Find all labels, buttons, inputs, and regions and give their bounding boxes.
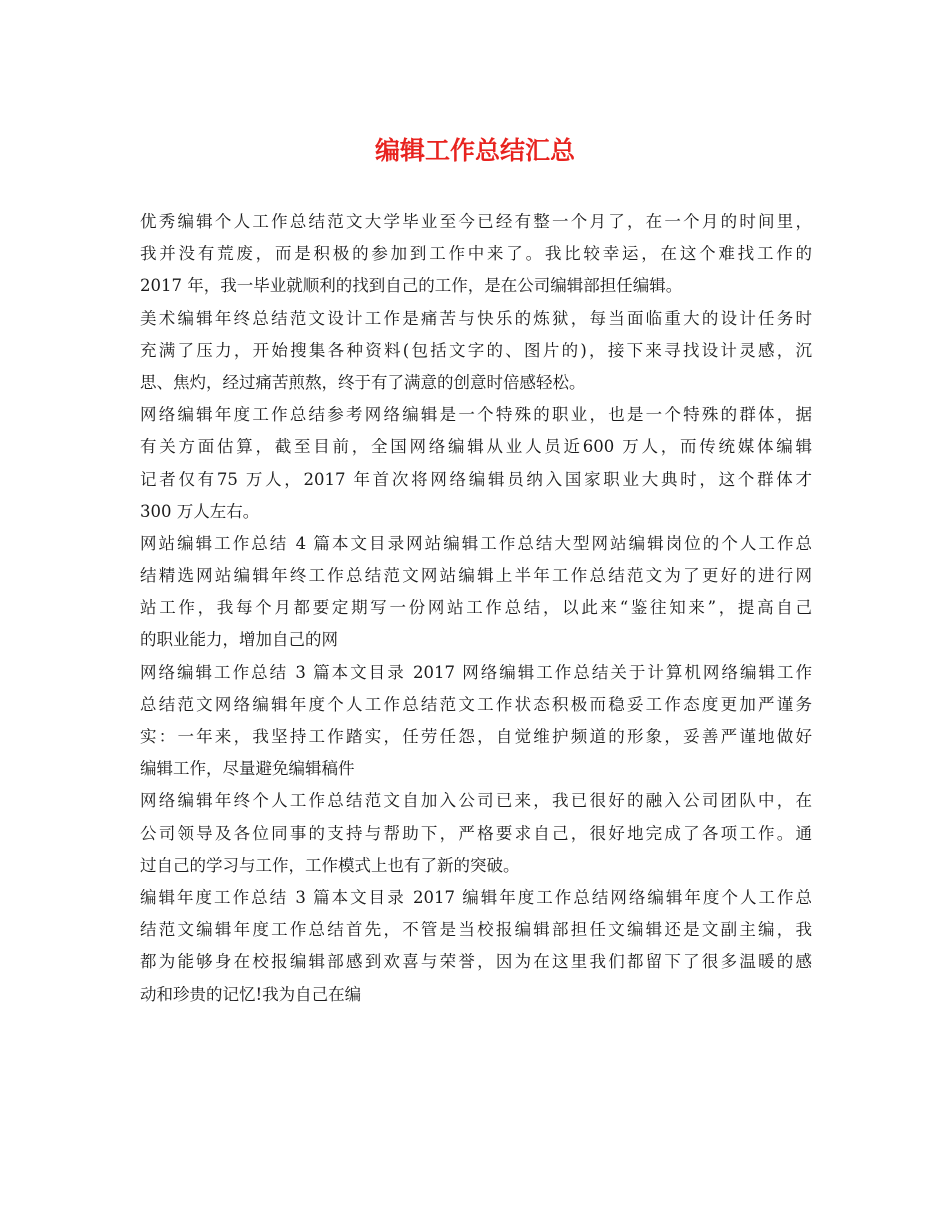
document-title: 编辑工作总结汇总: [374, 136, 575, 165]
paragraph: [140, 528, 812, 657]
paragraph-line: 过自己的学习与工作，工作模式上也有了新的突破。: [140, 855, 520, 875]
paragraph-line: 我并没有荒废，而是积极的参加到工作中来了。我比较幸运，在这个难找工作的: [140, 244, 812, 264]
paragraph-line: 结范文编辑年度工作总结首先，不管是当校报编辑部担任文编辑还是文副主编，我: [140, 920, 812, 940]
paragraph-line: 站工作，我每个月都要定期写一份网站工作总结，以此来“鉴往知来”，提高自己: [140, 598, 812, 618]
paragraph-line: 的职业能力，增加自己的网: [140, 630, 338, 650]
paragraph: [140, 882, 812, 1011]
paragraph-line: 总结范文网络编辑年度个人工作总结范文工作状态积极而稳妥工作态度更加严谨务: [140, 694, 812, 714]
paragraph: [140, 399, 812, 528]
paragraph: [140, 785, 812, 882]
paragraph-line: 记者仅有75 万人，2017 年首次将网络编辑员纳入国家职业大典时，这个群体才: [140, 469, 812, 489]
document-body: [140, 206, 812, 1011]
paragraph: [140, 657, 812, 786]
paragraph-line: 编辑年度工作总结 3 篇本文目录 2017 编辑年度工作总结网络编辑年度个人工作总: [140, 887, 812, 907]
paragraph-line: 动和珍贵的记忆!我为自己在编: [140, 984, 362, 1004]
paragraph-line: 编辑工作，尽量避免编辑稿件: [140, 759, 355, 779]
paragraph-line: 思、焦灼，经过痛苦煎熬，终于有了满意的创意时倍感轻松。: [140, 372, 586, 392]
paragraph-line: 300 万人左右。: [140, 501, 260, 521]
paragraph-line: 网络编辑年度工作总结参考网络编辑是一个特殊的职业，也是一个特殊的群体，据: [140, 405, 812, 425]
paragraph-line: 网络编辑工作总结 3 篇本文目录 2017 网络编辑工作总结关于计算机网络编辑工作: [140, 662, 812, 682]
paragraph-line: 网络编辑年终个人工作总结范文自加入公司已来，我已很好的融入公司团队中，在: [140, 791, 812, 811]
paragraph-line: 2017 年，我一毕业就顺利的找到自己的工作，是在公司编辑部担任编辑。: [140, 276, 683, 296]
paragraph-line: 网站编辑工作总结 4 篇本文目录网站编辑工作总结大型网站编辑岗位的个人工作总: [140, 533, 812, 553]
paragraph-line: 结精选网站编辑年终工作总结范文网站编辑上半年工作总结范文为了更好的进行网: [140, 566, 812, 586]
paragraph: [140, 206, 812, 303]
paragraph-line: 公司领导及各位同事的支持与帮助下，严格要求自己，很好地完成了各项工作。通: [140, 823, 812, 843]
paragraph-line: 都为能够身在校报编辑部感到欢喜与荣誉，因为在这里我们都留下了很多温暖的感: [140, 952, 812, 972]
paragraph-line: 有关方面估算，截至目前，全国网络编辑从业人员近600 万人，而传统媒体编辑: [140, 437, 812, 457]
paragraph: [140, 303, 812, 400]
paragraph-line: 优秀编辑个人工作总结范文大学毕业至今已经有整一个月了，在一个月的时间里，: [140, 212, 812, 231]
paragraph-line: 充满了压力，开始搜集各种资料(包括文字的、图片的)，接下来寻找设计灵感，沉: [140, 340, 812, 360]
paragraph-line: 实：一年来，我坚持工作踏实，任劳任怨，自觉维护频道的形象，妥善严谨地做好: [140, 727, 812, 746]
paragraph-line: 美术编辑年终总结范文设计工作是痛苦与快乐的炼狱，每当面临重大的设计任务时: [140, 308, 812, 328]
